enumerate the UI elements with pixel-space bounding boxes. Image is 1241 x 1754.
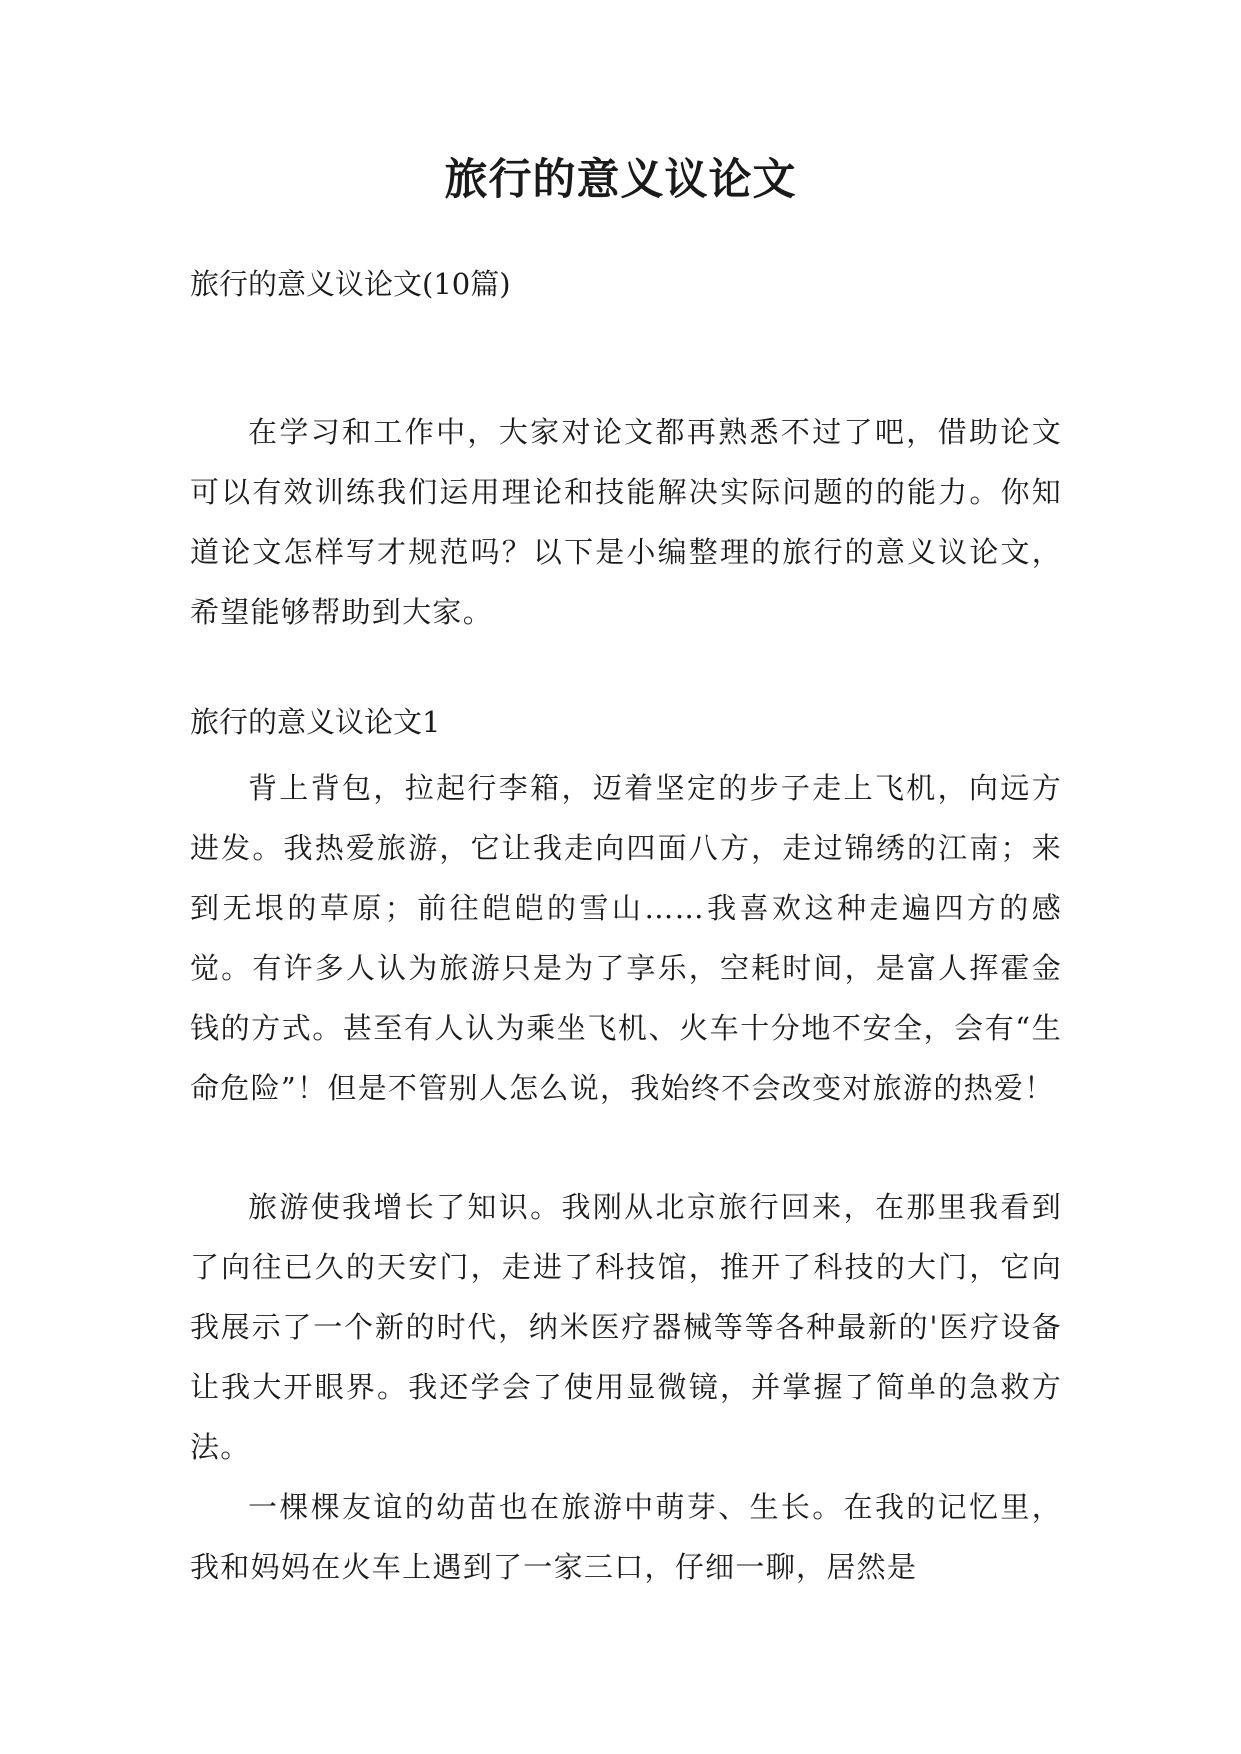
document-title: 旅行的意义议论文	[444, 155, 797, 205]
body-paragraph: 旅游使我增长了知识。我刚从北京旅行回来，在那里我看到了向往已久的天安门，走进了科技馆，推开了科技的大门，它向我展示了一个新的时代，纳米医疗器械等等各种最新的'医疗设备让我大开眼界。我还学会了使用显微镜，并掌握了简单的急救方法。	[190, 1190, 1062, 1464]
document-subtitle: 旅行的意义议论文(10篇)	[190, 267, 511, 301]
body-paragraph: 一棵棵友谊的幼苗也在旅游中萌芽、生长。在我的记忆里，我和妈妈在火车上遇到了一家三口，仔细一聊，居然是	[190, 1490, 1062, 1584]
body-paragraph: 背上背包，拉起行李箱，迈着坚定的步子走上飞机，向远方进发。我热爱旅游，它让我走向四面八方，走过锦绣的江南；来到无垠的草原；前往皑皑的雪山……我喜欢这种走遍四方的感觉。有许多人认为旅游只是为了享乐，空耗时间，是富人挥霍金钱的方式。甚至有人认为乘坐飞机、火车十分地不安全，会有“生命危险”！但是不管别人怎么说，我始终不会改变对旅游的热爱！	[190, 771, 1062, 1105]
section-heading: 旅行的意义议论文1	[190, 705, 441, 739]
intro-paragraph: 在学习和工作中，大家对论文都再熟悉不过了吧，借助论文可以有效训练我们运用理论和技能解决实际问题的的能力。你知道论文怎样写才规范吗？以下是小编整理的旅行的意义议论文，希望能够帮助到大家。	[190, 415, 1062, 629]
